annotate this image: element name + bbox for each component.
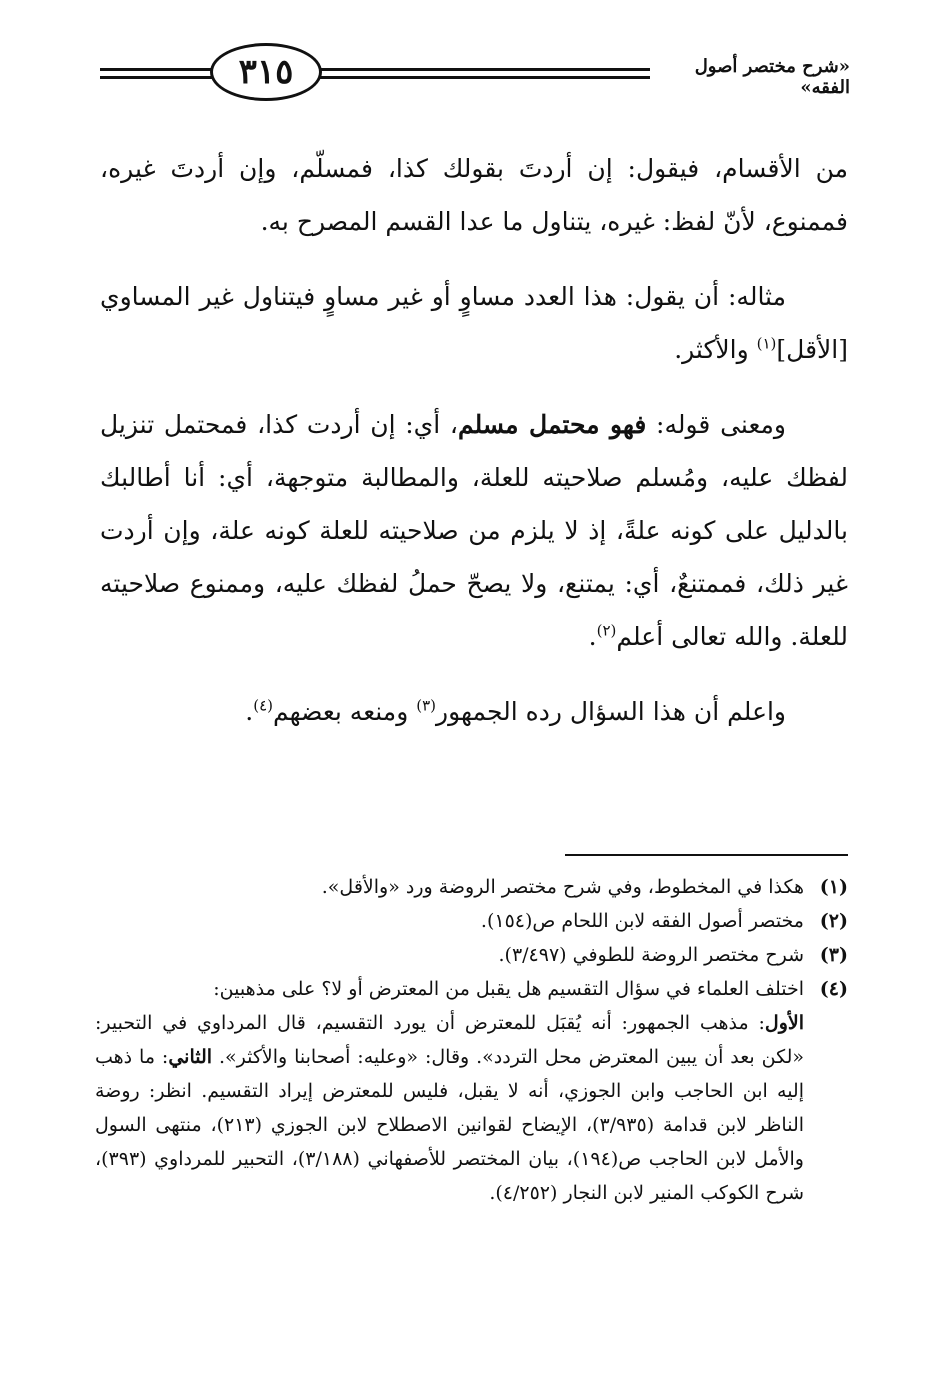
footnote-line xyxy=(95,972,804,1006)
header-rule xyxy=(100,76,220,79)
footnote xyxy=(95,938,848,972)
text-run: . xyxy=(588,622,597,651)
text-run: : ما ذهب إليه ابن الحاجب وابن الجوزي، أنه لا يقبل، فليس للمعترض إيراد التقسيم. انظر: روضة الناظر لابن قدامة (٣/٩٣٥)، الإيضاح لقوانين الاصطلاح لابن الجوزي (٢١٣)، منتهى السول والأمل لابن الحاجب ص(١٩٤)، بيان المختصر للأصفهاني (٣/١٨٨)، التحبير للمرداوي (٣٩٣)، شرح الكوكب المنير لابن النجار (٤/٢٥٢). xyxy=(95,1046,805,1204)
text-run: ومعنى قوله: xyxy=(646,410,786,439)
footnote-line xyxy=(95,904,804,938)
footnote-marker: (٢) xyxy=(596,621,617,640)
footnote-text xyxy=(95,870,804,904)
paragraph xyxy=(100,398,848,663)
paragraph xyxy=(100,142,848,248)
footnote-text xyxy=(95,972,804,1210)
bold-phrase: فهو محتمل مسلم xyxy=(457,410,647,439)
footnotes xyxy=(95,870,848,1210)
paragraph xyxy=(100,685,848,738)
text-run: والأكثر. xyxy=(674,335,757,364)
main-text xyxy=(100,142,848,760)
text-run: ، أي: إن أردت كذا، فمحتمل تنزيل لفظك عليه، ومُسلم صلاحيته للعلة، والمطالبة متوجهة، أي: أنا أطالبك بالدليل على كونه علةً، إذ لا يلزم من صلاحيته للعلة كونه علة، وإن أردت غير ذلك، فممتنعٌ، أي: يمتنع، ولا يصحّ حملُ لفظك عليه، وممنوع صلاحيته للعلة. والله تعالى أعلم xyxy=(100,410,848,651)
footnote-marker: (١) xyxy=(756,334,777,353)
header-rule xyxy=(310,76,650,79)
text-run: مختصر أصول الفقه لابن اللحام ص(١٥٤). xyxy=(480,910,804,932)
footnote-text xyxy=(95,904,804,938)
footnote-line xyxy=(95,938,804,972)
footnote-text xyxy=(95,938,804,972)
page-header xyxy=(100,40,850,110)
text-run: هكذا في المخطوط، وفي شرح مختصر الروضة ورد «والأقل». xyxy=(321,876,804,898)
text-run: اختلف العلماء في سؤال التقسيم هل يقبل من المعترض أو لا؟ على مذهبين: xyxy=(213,978,804,1000)
text-run: مثاله: أن يقول: هذا العدد مساوٍ أو غير مساوٍ فيتناول غير المساوي [الأقل] xyxy=(100,282,848,364)
page-number: ٣١٥ xyxy=(210,43,322,101)
footnote-separator xyxy=(565,854,848,856)
text-run: واعلم أن هذا السؤال رده الجمهور xyxy=(436,697,786,726)
footnote-number: (٣) xyxy=(819,944,848,966)
footnote xyxy=(95,904,848,938)
footnote-number: (١) xyxy=(819,876,848,898)
footnote xyxy=(95,870,848,904)
footnote-number: (٢) xyxy=(819,910,848,932)
footnote-number: (٤) xyxy=(819,978,848,1000)
text-run: ومنعه بعضهم xyxy=(272,697,417,726)
text-run: : مذهب الجمهور: أنه يُقبَل للمعترض أن يورد التقسيم، قال المرداوي في التحبير: «لكن بعد أن يبين المعترض محل التردد». وقال: «وعليه: أصحابنا والأكثر». xyxy=(95,1012,804,1068)
footnote-line xyxy=(95,870,804,904)
bold-phrase: الأول xyxy=(764,1012,804,1034)
footnote-marker: (٣) xyxy=(416,696,436,715)
header-rule xyxy=(310,68,650,71)
footnote xyxy=(95,972,848,1210)
text-run: . xyxy=(245,697,254,726)
paragraph xyxy=(100,270,848,376)
footnote-line xyxy=(95,1006,804,1210)
running-title: «شرح مختصر أصول الفقه» xyxy=(694,56,850,98)
text-run: شرح مختصر الروضة للطوفي (٣/٤٩٧). xyxy=(498,944,804,966)
footnote-marker: (٤) xyxy=(253,696,273,715)
header-rule xyxy=(100,68,220,71)
bold-phrase: الثاني xyxy=(168,1046,213,1068)
text-run: من الأقسام، فيقول: إن أردتَ بقولك كذا، فمسلّم، وإن أردتَ غيره، فممنوع، لأنّ لفظ: غيره، يتناول ما عدا القسم المصرح به. xyxy=(100,154,848,236)
